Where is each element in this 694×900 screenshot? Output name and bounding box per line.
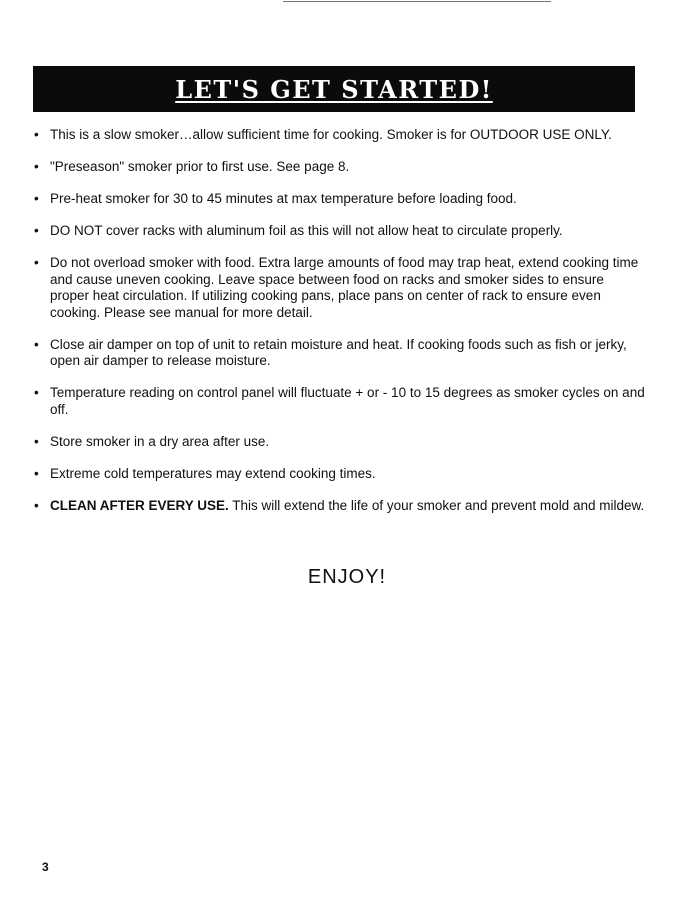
list-item [33,385,645,418]
bullet-icon: • [34,191,39,206]
top-rule [283,1,551,2]
tip-emphasis: CLEAN AFTER EVERY USE. [50,497,229,513]
list-item [33,434,645,451]
list-item [33,127,645,144]
bullet-icon: • [34,159,39,174]
bullet-icon: • [34,497,39,513]
list-item [33,223,645,240]
tip-text: Do not overload smoker with food. Extra large amounts of food may trap heat, extend cooking time and cause uneven cooking. Leave space between food on racks and smoker sides to ensure proper heat circulation. If utilizing cooking pans, place pans on center of rack to ensure even cooking. Please see manual for more detail. [50,255,639,320]
tip-text: This is a slow smoker…allow sufficient time for cooking. Smoker is for OUTDOOR USE ONLY. [50,127,612,142]
section-banner [33,66,635,112]
list-item [33,498,645,515]
bullet-icon: • [34,127,39,142]
tip-text: Extreme cold temperatures may extend cooking times. [50,465,376,481]
tip-text: Pre-heat smoker for 30 to 45 minutes at max temperature before loading food. [50,191,517,206]
list-item [33,191,645,208]
list-item [33,255,645,321]
closing-text: ENJOY! [307,566,387,588]
bullet-icon: • [34,255,39,270]
bullet-icon: • [34,433,39,449]
list-item [33,159,645,176]
bullet-icon: • [34,223,39,238]
tip-text: DO NOT cover racks with aluminum foil as this will not allow heat to circulate properly. [50,223,563,238]
tips-list [33,127,645,530]
bullet-icon: • [34,336,39,352]
list-item [33,466,645,483]
list-item [33,337,645,370]
page-title: LET'S GET STARTED! [175,74,493,104]
tip-text: Close air damper on top of unit to retain moisture and heat. If cooking foods such as fish or jerky, open air damper to release moisture. [50,336,627,368]
bullet-icon: • [34,385,39,400]
tip-text: Temperature reading on control panel will fluctuate + or - 10 to 15 degrees as smoker cycles on and off. [50,385,645,417]
tip-text: This will extend the life of your smoker and prevent mold and mildew. [228,497,645,513]
bullet-icon: • [34,465,39,481]
tip-text: Store smoker in a dry area after use. [50,433,270,449]
page-number: 3 [42,860,49,874]
tip-text: "Preseason" smoker prior to first use. See page 8. [50,159,350,174]
